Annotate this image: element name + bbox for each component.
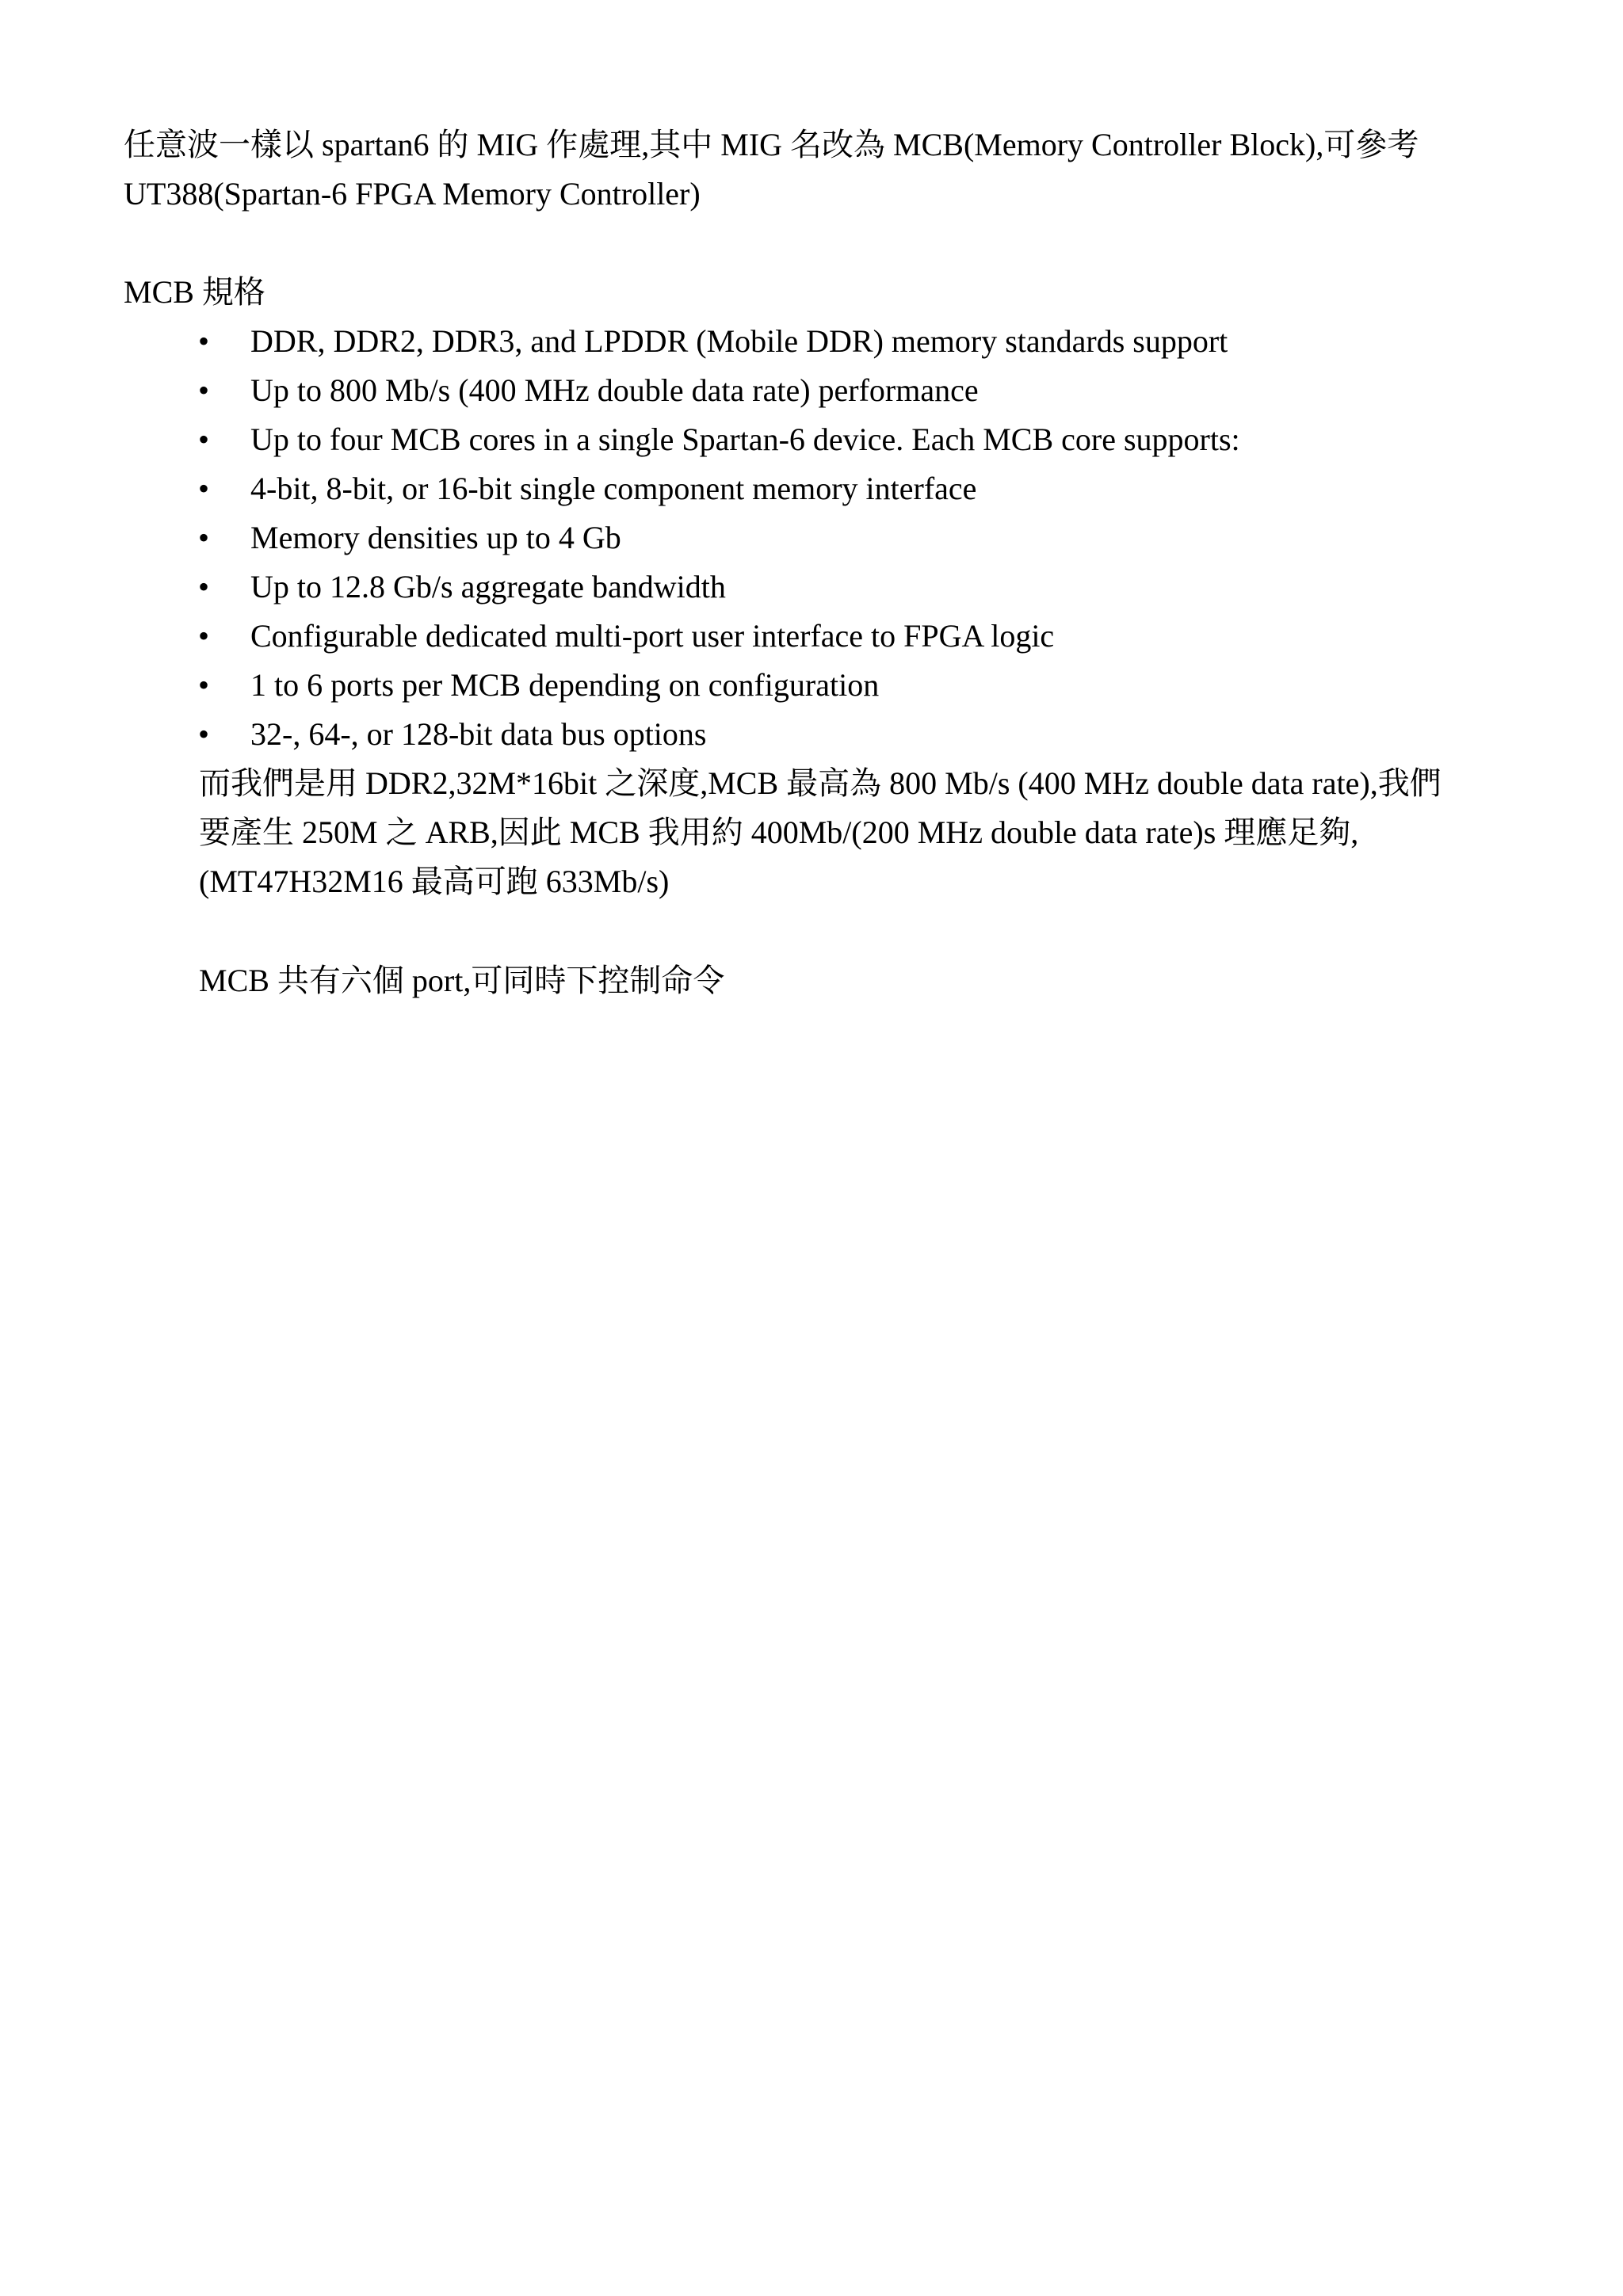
list-item: [124, 513, 1240, 563]
list-item-text: Memory densities up to 4 Gb: [250, 520, 621, 555]
list-item-text: 1 to 6 ports per MCB depending on configuration: [250, 667, 880, 703]
paragraph-line-1: 而我們是用 DDR2,32M*16bit 之深度,MCB 最高為 800 Mb/s (400 MHz double data rate),我們: [199, 765, 1442, 801]
paragraph-line-3: (MT47H32M16 最高可跑 633Mb/s): [199, 864, 670, 899]
intro-line-2: UT388(Spartan-6 FPGA Memory Controller): [124, 176, 701, 212]
spec-heading: MCB 規格: [124, 274, 265, 310]
bullet-icon: •: [198, 716, 210, 752]
list-item: [124, 464, 1240, 513]
bullet-icon: •: [198, 667, 210, 703]
list-item: [124, 710, 1240, 759]
list-item: [124, 661, 1240, 710]
list-item-text: DDR, DDR2, DDR3, and LPDDR (Mobile DDR) memory standards support: [250, 323, 1228, 359]
list-item: [124, 563, 1240, 612]
bullet-icon: •: [198, 471, 210, 506]
list-item-text: Up to four MCB cores in a single Spartan-6 device. Each MCB core supports:: [250, 421, 1240, 457]
bullet-icon: •: [198, 421, 210, 457]
bullet-icon: •: [198, 520, 210, 555]
intro-line-1: 任意波一樣以 spartan6 的 MIG 作處理,其中 MIG 名改為 MCB(Memory Controller Block),可參考: [124, 127, 1419, 162]
ddr2-paragraph: [199, 759, 1442, 906]
list-item-text: 32-, 64-, or 128-bit data bus options: [250, 716, 707, 752]
paragraph-line-2: 要產生 250M 之 ARB,因此 MCB 我用約 400Mb/(200 MHz double data rate)s 理應足夠,: [199, 814, 1359, 850]
ports-line: MCB 共有六個 port,可同時下控制命令: [199, 963, 725, 998]
spec-bullet-list: [124, 317, 1240, 759]
list-item: [124, 612, 1240, 661]
list-item: [124, 415, 1240, 464]
bullet-icon: •: [198, 618, 210, 654]
list-item-text: Configurable dedicated multi-port user interface to FPGA logic: [250, 618, 1055, 654]
bullet-icon: •: [198, 569, 210, 605]
list-item-text: 4-bit, 8-bit, or 16-bit single component memory interface: [250, 471, 977, 506]
list-item: [124, 366, 1240, 415]
list-item-text: Up to 12.8 Gb/s aggregate bandwidth: [250, 569, 726, 605]
list-item: [124, 317, 1240, 366]
intro-paragraph: [124, 120, 1518, 219]
bullet-icon: •: [198, 372, 210, 408]
list-item-text: Up to 800 Mb/s (400 MHz double data rate) performance: [250, 372, 979, 408]
bullet-icon: •: [198, 323, 210, 359]
